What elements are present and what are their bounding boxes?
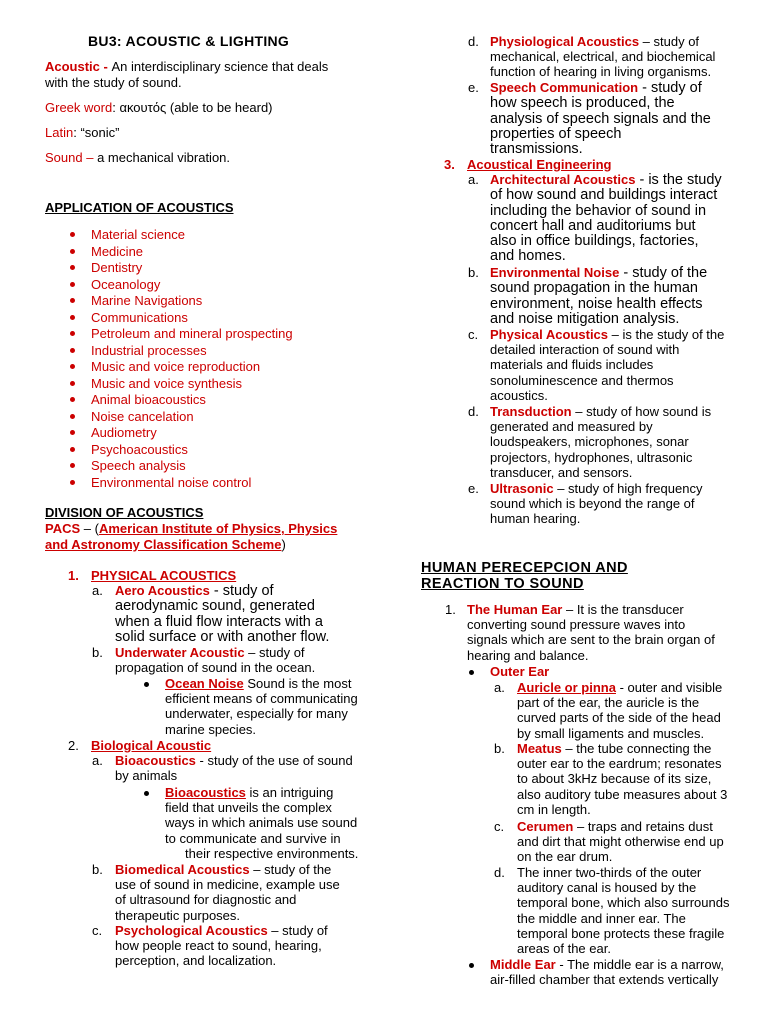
auricle-item: Auricle or pinna - outer and visible part of the ear, the auricle is the curved parts of the side of the head by small ligaments and muscles. [517, 680, 723, 741]
list-marker: e. [468, 80, 479, 95]
section-number: 1. [445, 602, 456, 617]
list-marker: d. [468, 34, 479, 49]
physiological-acoustics-item: Physiological Acoustics – study of mechanical, electrical, and biochemical function of hearing in living organisms. [490, 34, 716, 80]
section-number: 1. [68, 568, 79, 583]
application-item: Marine Navigations [91, 293, 203, 308]
meatus-item: Meatus – the tube connecting the outer ear to the eardrum; resonates to about 3kHz because of its size, also auditory tube measures about 3 cm in length. [517, 741, 728, 817]
bullet-dot [70, 331, 75, 336]
outer-ear-label: Outer Ear [490, 664, 550, 679]
bullet-dot [70, 397, 75, 402]
application-item: Material science [91, 227, 185, 242]
bioacoustics-item: Bioacoustics - study of the use of sound by animals [115, 753, 353, 784]
definition-latin: Latin: “sonic” [45, 125, 120, 140]
application-item: Music and voice reproduction [91, 359, 261, 374]
bullet-dot [70, 364, 75, 369]
human-ear-item: The Human Ear – It is the transducer converting sound pressure waves into signals which are sent to the brain organ of hearing and balance. [467, 602, 715, 663]
list-marker: a. [92, 753, 103, 768]
application-item: Speech analysis [91, 458, 186, 473]
list-marker: c. [92, 923, 103, 938]
ocean-noise-item: Ocean Noise Sound is the most efficient means of communicating underwater, especially for many marine species. [165, 676, 358, 737]
bullet-dot [144, 682, 149, 687]
environmental-noise-item: Environmental Noise - study of the sound propagation in the human environment, noise health effects and noise mitigation analysis. [490, 265, 708, 327]
application-item: Psychoacoustics [91, 441, 188, 457]
application-item: Noise cancelation [91, 408, 194, 424]
application-heading: APPLICATION OF ACOUSTICS [45, 200, 234, 215]
definition-sound: Sound – a mechanical vibration. [45, 150, 231, 165]
bullet-dot [70, 480, 75, 485]
application-item: Music and voice synthesis [91, 375, 243, 391]
bullet-dot [70, 232, 75, 237]
application-item: Oceanology [91, 276, 161, 292]
definition-acoustic-cont: with the study of sound. [45, 75, 182, 90]
bullet-dot [469, 963, 474, 968]
application-item: Industrial processes [91, 342, 207, 358]
bioacoustics-detail-item: Bioacoustics is an intriguing field that unveils the complex ways in which animals use sound to communicate and survive in their respective environments. [165, 785, 359, 861]
section-number: 3. [444, 157, 455, 172]
section-title-physical: PHYSICAL ACOUSTICS [91, 568, 237, 583]
temporal-bone-item: The inner two-thirds of the outer auditory canal is housed by the temporal bone, which also surrounds the middle and inner ear. The temporal bone protects these fragile areas of the ear. [517, 865, 730, 957]
application-item: Petroleum and mineral prospecting [91, 326, 293, 341]
application-item: Audiometry [91, 425, 157, 440]
speech-communication-item: Speech Communication - study of how speech is produced, the analysis of speech signals and the properties of speech transmissions. [490, 80, 711, 158]
bullet-dot [70, 381, 75, 386]
pacs-line-2: and Astronomy Classification Scheme) [45, 537, 286, 552]
bullet-dot [70, 282, 75, 287]
page-title: BU3: ACOUSTIC & LIGHTING [88, 33, 290, 49]
list-marker: d. [494, 865, 505, 880]
list-marker: e. [468, 481, 479, 496]
list-marker: b. [494, 741, 505, 756]
application-item: Environmental noise control [91, 474, 252, 490]
list-marker: a. [468, 172, 479, 187]
architectural-acoustics-item: Architectural Acoustics - is the study of how sound and buildings interact including the behavior of sound in concert hall and auditoriums but also in office buildings, factories, and homes. [490, 172, 722, 265]
bullet-dot [70, 265, 75, 270]
bullet-dot [70, 430, 75, 435]
underwater-acoustic-item: Underwater Acoustic – study of propagation of sound in the ocean. [115, 645, 316, 676]
bullet-dot [70, 249, 75, 254]
bullet-dot [70, 447, 75, 452]
list-marker: a. [494, 680, 505, 695]
ultrasonic-item: Ultrasonic – study of high frequency sound which is beyond the range of human hearing. [490, 481, 703, 527]
section-title-biological: Biological Acoustic [91, 738, 212, 753]
bullet-dot [70, 315, 75, 320]
list-marker: d. [468, 404, 479, 419]
application-item: Dentistry [91, 260, 143, 275]
human-perception-heading: HUMAN PERECEPCION AND [421, 560, 628, 576]
bullet-dot [469, 670, 474, 675]
application-item: Communications [91, 309, 188, 325]
transduction-item: Transduction – study of how sound is generated and measured by loudspeakers, microphones, sonar projectors, hydrophones, ultrasonic transducer, and sensors. [490, 404, 712, 480]
bullet-dot [70, 414, 75, 419]
bullet-dot [70, 348, 75, 353]
physical-acoustics-item: Physical Acoustics – is the study of the detailed interaction of sound with materials and fluids includes sonoluminescence and thermos acoustics. [490, 327, 725, 403]
definition-greek: Greek word: ακουτός (able to be heard) [45, 100, 273, 115]
list-marker: c. [494, 819, 505, 834]
psychological-acoustics-item: Psychological Acoustics – study of how people react to sound, hearing, perception, and localization. [115, 923, 328, 969]
human-perception-heading-2: REACTION TO SOUND [421, 576, 584, 592]
bullet-dot [70, 298, 75, 303]
application-item: Animal bioacoustics [91, 392, 206, 407]
bullet-dot [144, 791, 149, 796]
application-item: Medicine [91, 243, 144, 259]
division-heading: DIVISION OF ACOUSTICS [45, 505, 204, 520]
list-marker: b. [92, 862, 103, 877]
pacs-line: PACS – (American Institute of Physics, Physics [45, 521, 338, 536]
bullet-dot [70, 463, 75, 468]
middle-ear-item: Middle Ear - The middle ear is a narrow, air-filled chamber that extends vertically [490, 957, 724, 988]
biomedical-acoustics-item: Biomedical Acoustics – study of the use of sound in medicine, example use of ultrasound for diagnostic and therapeutic purposes. [115, 862, 340, 923]
list-marker: c. [468, 327, 479, 342]
cerumen-item: Cerumen – traps and retains dust and dirt that might otherwise end up on the ear drum. [517, 819, 724, 865]
list-marker: b. [92, 645, 103, 660]
definition-acoustic: Acoustic - An interdisciplinary science that deals [45, 59, 329, 74]
section-title-engineering: Acoustical Engineering [467, 157, 612, 172]
section-number: 2. [68, 738, 79, 753]
list-marker: a. [92, 583, 103, 598]
aero-acoustics-item: Aero Acoustics - study of aerodynamic sound, generated when a fluid flow interacts with a solid surface or with another flow. [115, 583, 330, 645]
list-marker: b. [468, 265, 479, 280]
